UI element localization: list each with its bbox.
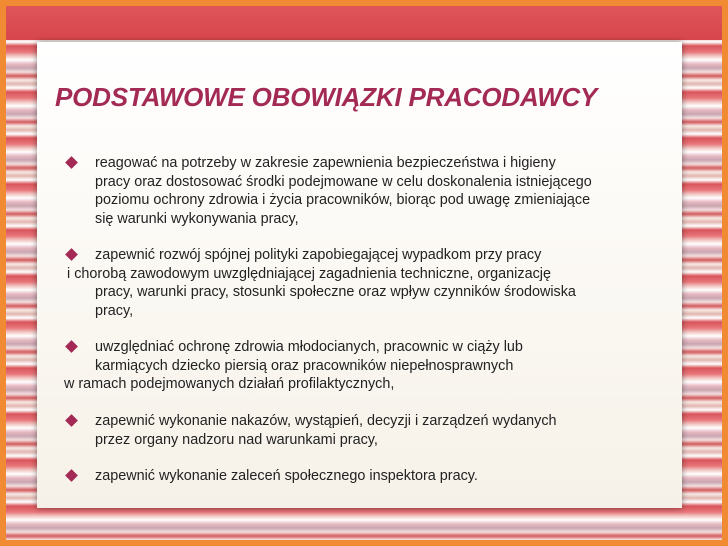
list-item-line: w ramach podejmowanych działań profilaktycznych, (64, 376, 395, 392)
list-item-line: się warunki wykonywania pracy, (95, 210, 299, 227)
diamond-bullet-icon (65, 469, 78, 482)
list-item-line: i chorobą zawodowym uwzględniającej zagadnienia techniczne, organizację (67, 265, 551, 282)
list-item-line: pracy, (95, 302, 134, 319)
list-item-line: karmiących dziecko piersią oraz pracowników niepełnosprawnych (95, 357, 514, 374)
list-item-line: pracy oraz dostosować środki podejmowane w celu doskonalenia istniejącego (95, 173, 592, 190)
diamond-bullet-icon (65, 340, 78, 353)
list-item-line: reagować na potrzeby w zakresie zapewnienia bezpieczeństwa i higieny (95, 155, 556, 171)
list-item-line: zapewnić rozwój spójnej polityki zapobiegającej wypadkom przy pracy (95, 247, 542, 263)
diamond-bullet-icon (65, 248, 78, 261)
list-item-line: zapewnić wykonanie nakazów, wystąpień, decyzji i zarządzeń wydanych (95, 413, 557, 429)
top-stripe (0, 0, 728, 40)
slide-title: PODSTAWOWE OBOWIĄZKI PRACODAWCY (55, 82, 598, 112)
list-item-line: zapewnić wykonanie zaleceń społecznego inspektora pracy. (95, 468, 478, 484)
slide (37, 42, 682, 508)
list-item-line: uwzględniać ochronę zdrowia młodocianych, pracownic w ciąży lub (95, 339, 523, 355)
list-item-line: przez organy nadzoru nad warunkami pracy, (95, 431, 378, 448)
diamond-bullet-icon (65, 156, 78, 169)
list-item-line: poziomu ochrony zdrowia i życia pracowników, biorąc pod uwagę zmieniające (95, 192, 591, 208)
diamond-bullet-icon (65, 414, 78, 427)
list-item-line: pracy, warunki pracy, stosunki społeczne oraz wpływ czynników środowiska (95, 284, 576, 300)
